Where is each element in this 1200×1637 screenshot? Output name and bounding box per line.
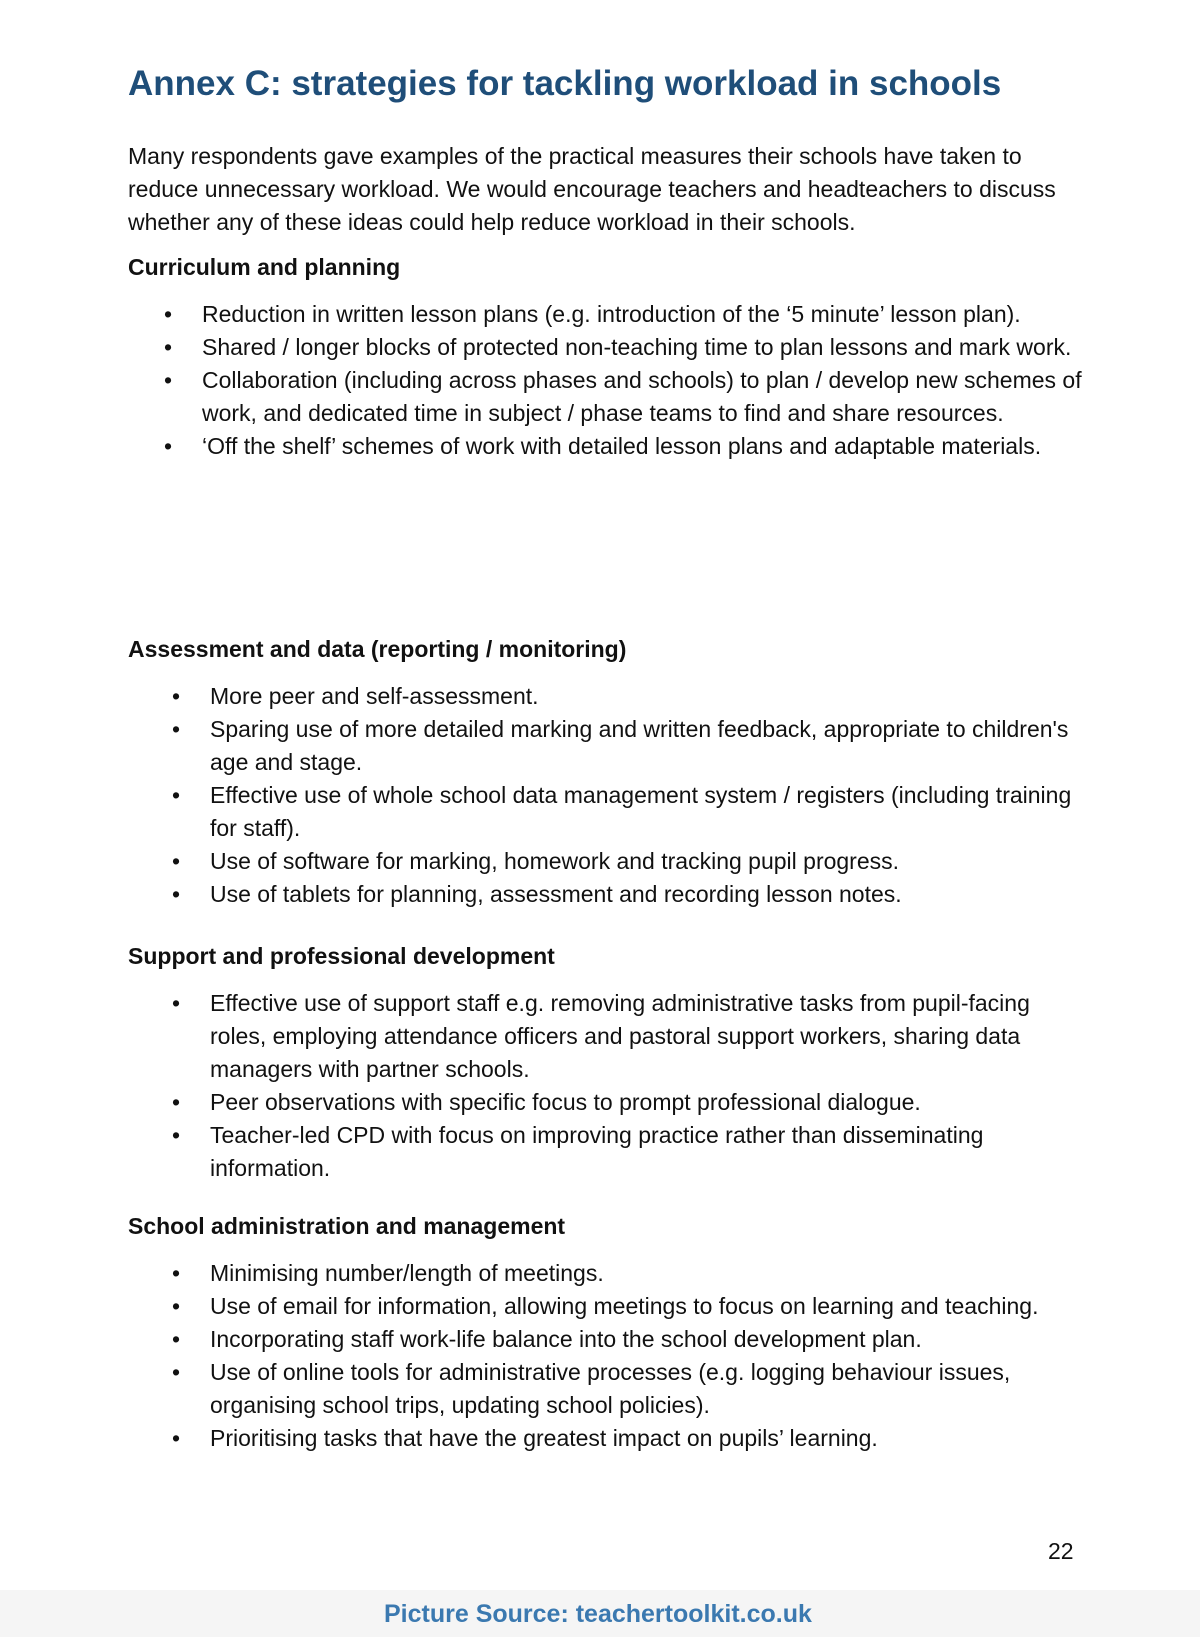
list-item-text: Teacher-led CPD with focus on improving practice rather than disseminating information. (210, 1122, 984, 1181)
bullet-icon: • (172, 1089, 181, 1115)
list-item-text: Peer observations with specific focus to prompt professional dialogue. (210, 1089, 921, 1115)
bullet-icon: • (172, 1425, 181, 1451)
bullet-list (128, 680, 1088, 911)
list-item-text: ‘Off the shelf’ schemes of work with detailed lesson plans and adaptable materials. (202, 433, 1042, 459)
list-item (128, 1257, 1082, 1290)
section-heading: Support and professional development (128, 943, 555, 969)
bullet-icon: • (172, 1122, 181, 1148)
bullet-list (128, 1257, 1088, 1455)
page-title: Annex C: strategies for tackling workload in schools (128, 64, 1002, 103)
bullet-icon: • (172, 683, 181, 709)
bullet-icon: • (172, 1260, 181, 1286)
list-item-text: Collaboration (including across phases and schools) to plan / develop new schemes of work, and dedicated time in subject / phase teams to find and share resources. (202, 367, 1082, 426)
bullet-icon: • (172, 716, 181, 742)
list-item-text: Shared / longer blocks of protected non-teaching time to plan lessons and mark work. (202, 334, 1072, 360)
list-item (128, 680, 1082, 713)
list-item-text: Incorporating staff work-life balance into the school development plan. (210, 1326, 922, 1352)
list-item (128, 1422, 1082, 1455)
list-item (128, 298, 1082, 331)
list-item (128, 779, 1082, 845)
list-item-text: Effective use of support staff e.g. removing administrative tasks from pupil-facing roles, employing attendance officers and pastoral support workers, sharing data managers with partner schools. (210, 990, 1030, 1082)
section-heading: Curriculum and planning (128, 254, 401, 280)
bullet-list (128, 298, 1088, 463)
list-item-text: Minimising number/length of meetings. (210, 1260, 604, 1286)
section-support-and-professional-development (128, 941, 1088, 1185)
section-heading: Assessment and data (reporting / monitoring) (128, 636, 627, 662)
list-item-text: Use of online tools for administrative processes (e.g. logging behaviour issues, organising school trips, updating school policies). (210, 1359, 1011, 1418)
section-curriculum-and-planning (128, 252, 1088, 463)
list-item (128, 1356, 1082, 1422)
section-school-administration-and-management (128, 1211, 1088, 1455)
intro-paragraph: Many respondents gave examples of the practical measures their schools have taken to reduce unnecessary workload. We would encourage teachers and headteachers to discuss whether any of these ideas could help reduce workload in their schools. (128, 143, 1056, 235)
bullet-icon: • (164, 301, 173, 327)
picture-source-caption: Picture Source: teachertoolkit.co.uk (384, 1600, 812, 1628)
list-item-text: Sparing use of more detailed marking and written feedback, appropriate to children's age and stage. (210, 716, 1069, 775)
bullet-icon: • (164, 367, 173, 393)
bullet-icon: • (172, 1359, 181, 1385)
list-item (128, 364, 1082, 430)
bullet-icon: • (172, 1293, 181, 1319)
bullet-icon: • (164, 433, 173, 459)
list-item (128, 1086, 1082, 1119)
page-number: 22 (1048, 1538, 1074, 1564)
list-item (128, 1119, 1082, 1185)
bullet-icon: • (172, 782, 181, 808)
list-item (128, 1290, 1082, 1323)
list-item (128, 1323, 1082, 1356)
list-item-text: Use of software for marking, homework and tracking pupil progress. (210, 848, 900, 874)
list-item-text: Use of email for information, allowing meetings to focus on learning and teaching. (210, 1293, 1039, 1319)
bullet-icon: • (164, 334, 173, 360)
list-item-text: More peer and self-assessment. (210, 683, 539, 709)
section-assessment-and-data (128, 634, 1088, 911)
list-item-text: Use of tablets for planning, assessment and recording lesson notes. (210, 881, 902, 907)
bullet-list (128, 987, 1088, 1185)
bullet-icon: • (172, 881, 181, 907)
bullet-icon: • (172, 990, 181, 1016)
list-item (128, 878, 1082, 911)
list-item (128, 987, 1082, 1086)
list-item-text: Effective use of whole school data management system / registers (including training for staff). (210, 782, 1072, 841)
list-item (128, 331, 1082, 364)
list-item (128, 713, 1082, 779)
list-item-text: Reduction in written lesson plans (e.g. introduction of the ‘5 minute’ lesson plan). (202, 301, 1021, 327)
section-heading: School administration and management (128, 1213, 566, 1239)
bullet-icon: • (172, 1326, 181, 1352)
list-item (128, 845, 1082, 878)
list-item (128, 430, 1082, 463)
bullet-icon: • (172, 848, 181, 874)
list-item-text: Prioritising tasks that have the greatest impact on pupils’ learning. (210, 1425, 878, 1451)
